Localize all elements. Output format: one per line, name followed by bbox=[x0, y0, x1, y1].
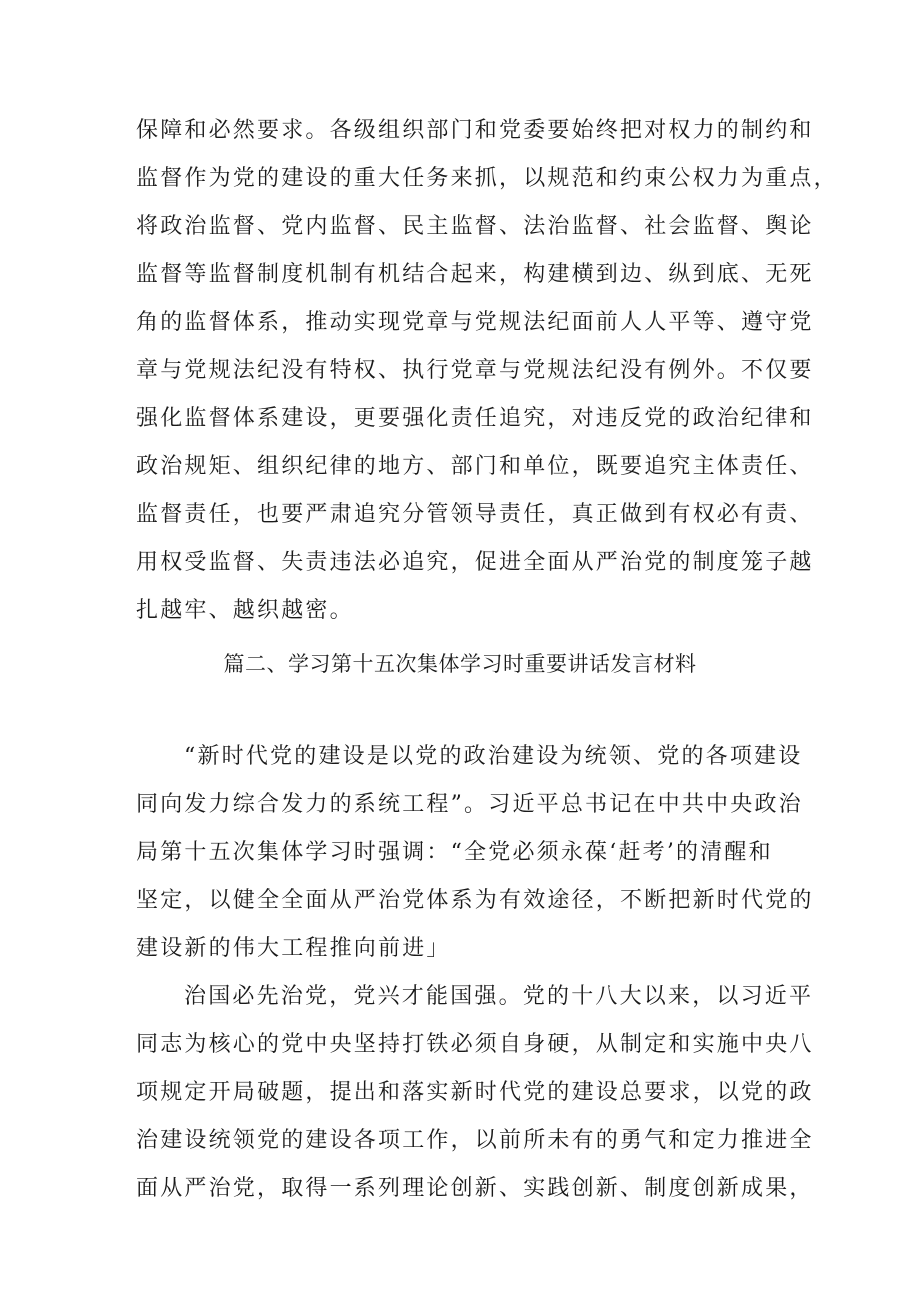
text-line: 用权受监督、失责违法必追究，促进全面从严治党的制度笼子越 bbox=[136, 550, 814, 575]
text-line: 局第十五次集体学习时强调：“全党必须永葆‘赶考’的清醒和 bbox=[136, 840, 773, 865]
text-line: 监督等监督制度机制有机结合起来，构建横到边、纵到底、无死 bbox=[136, 262, 814, 287]
paragraph-group bbox=[136, 733, 814, 1213]
text-line: “新时代党的建设是以党的政治建设为统领、党的各项建设 bbox=[184, 744, 803, 769]
text-line: 同志为核心的党中央坚持打铁必须自身硬，从制定和实施中央八 bbox=[136, 1032, 814, 1057]
text-line: 章与党规法纪没有特权、执行党章与党规法纪没有例外。不仅要 bbox=[136, 358, 814, 383]
text-line: 项规定开局破题，提出和落实新时代党的建设总要求，以党的政 bbox=[136, 1080, 814, 1105]
section-title: 篇二、学习第十五次集体学习时重要讲话发言材料 bbox=[223, 652, 697, 676]
text-line: 角的监督体系，推动实现党章与党规法纪面前人人平等、遵守党 bbox=[136, 310, 814, 335]
text-line: 坚定，以健全全面从严治党体系为有效途径，不断把新时代党的 bbox=[136, 888, 814, 913]
text-line: 监督作为党的建设的重大任务来抓，以规范和约束公权力为重点， bbox=[136, 166, 838, 191]
text-line: 强化监督体系建设，更要强化责任追究，对违反党的政治纪律和 bbox=[136, 406, 814, 431]
text-line: 建设新的伟大工程推向前进」 bbox=[136, 936, 451, 961]
text-line: 扎越牢、越织越密。 bbox=[136, 598, 354, 623]
text-line: 同向发力综合发力的系统工程”。习近平总书记在中共中央政治 bbox=[136, 792, 803, 817]
text-line: 政治规矩、组织纪律的地方、部门和单位，既要追究主体责任、 bbox=[136, 454, 814, 479]
text-line: 将政治监督、党内监督、民主监督、法治监督、社会监督、舆论 bbox=[136, 214, 814, 239]
text-line: 保障和必然要求。各级组织部门和党委要始终把对权力的制约和 bbox=[136, 118, 814, 143]
paragraph-supervision-system bbox=[136, 107, 838, 635]
text-line: 监督责任，也要严肃追究分管领导责任，真正做到有权必有责、 bbox=[136, 502, 814, 527]
text-line: 治国必先治党，党兴才能国强。党的十八大以来，以习近平 bbox=[184, 984, 814, 1009]
paragraph-party-governance bbox=[136, 973, 814, 1213]
text-line: 治建设统领党的建设各项工作，以前所未有的勇气和定力推进全 bbox=[136, 1128, 814, 1153]
paragraph-quote bbox=[136, 733, 814, 973]
text-line: 面从严治党，取得一系列理论创新、实践创新、制度创新成果， bbox=[136, 1176, 814, 1201]
